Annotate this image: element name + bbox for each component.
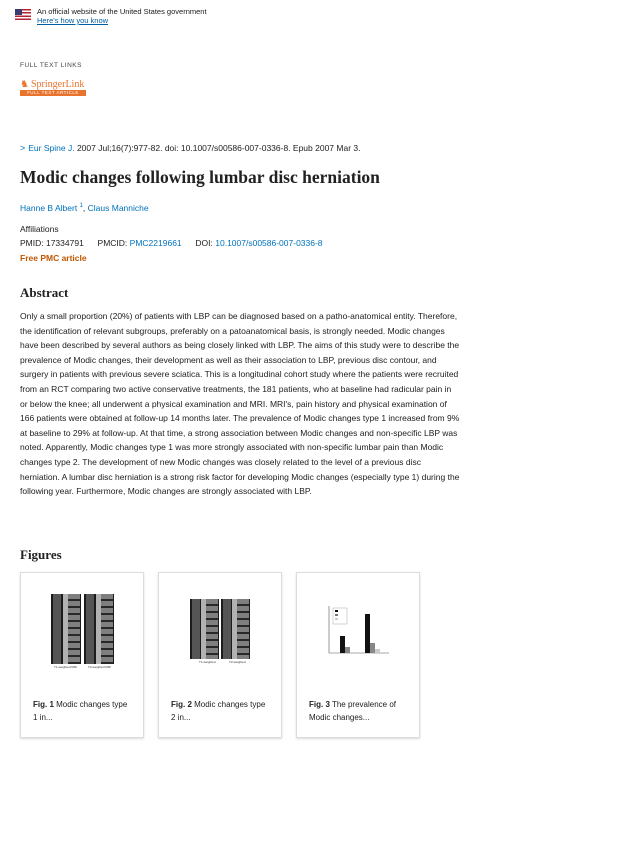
chevron-right-icon[interactable]: > xyxy=(20,143,26,153)
figure-caption xyxy=(309,698,409,724)
figure-caption xyxy=(171,698,271,724)
figure-caption-text: Modic changes type 1 in... xyxy=(33,700,128,722)
pmid: PMID: 17334791 xyxy=(20,238,84,248)
figure-card[interactable] xyxy=(20,572,144,738)
figure-caption xyxy=(33,698,133,724)
springerlink-bar: FULL TEXT ARTICLE xyxy=(20,90,86,96)
figure-thumbnail xyxy=(297,573,419,683)
citation xyxy=(20,143,360,153)
pmcid-label: PMCID: xyxy=(97,238,130,248)
gov-banner-link[interactable]: Here's how you know xyxy=(37,16,109,25)
pmcid-link[interactable]: PMC2219661 xyxy=(129,238,182,248)
bar-chart-thumbnail xyxy=(297,573,419,683)
doi-link[interactable]: 10.1007/s00586-007-0336-8 xyxy=(215,238,323,248)
citation-details: 2007 Jul;16(7):977-82. doi: 10.1007/s00586-007-0336-8. Epub 2007 Mar 3. xyxy=(74,143,361,153)
author-separator: , xyxy=(82,203,88,213)
figure-caption-text: Modic changes type 2 in... xyxy=(171,700,266,722)
us-flag-icon xyxy=(15,9,31,20)
figure-label: Fig. 3 xyxy=(309,700,330,709)
doi-label: DOI: xyxy=(195,238,216,248)
author-link[interactable]: Hanne B Albert xyxy=(20,203,78,213)
figure-thumbnail: T1-weighted MRI T2-weighted MRI xyxy=(21,573,143,683)
full-text-links-label: FULL TEXT LINKS xyxy=(20,62,82,69)
author-link[interactable]: Claus Manniche xyxy=(87,203,149,213)
gov-banner xyxy=(15,7,207,29)
springer-logo-icon: ♞ xyxy=(20,79,29,90)
abstract-text: Only a small proportion (20%) of patients with LBP can be diagnosed based on a patho-anatomical entity. Therefore, the identification of relevant subgroups, preferably on a patoanatomical basis, is strongly needed. Modic changes have been described by several authors as being closely linked with LBP. The aims of this study were to describe the prevalence of Modic changes, their development as well as their association to LBP, previous disc contour, and surgery in patients with previous severe sciatica. This is a longitudinal cohort study where the patients were recruited from an RCT comparing two active conservative treatments, the 181 patients, who at baseline had radicular pain in or below the knee; all underwent a physical examination and MRI. MRI's, pain history and physical examination of 166 patients were obtained at follow-up 14 months later. The prevalence of Modic changes type 1 increased from 9% at baseline to 29% at follow-up. At that time, a strong association between Modic changes and non-specific LBP was noted. Apparently, Modic changes type 1 was more strongly associated with non-specific lumbar pain than Modic changes type 2. The development of new Modic changes was closely related to the level of a previous disc herniation. A lumbar disc herniation is a strong risk factor for developing Modic changes (especially type 1) during the following year. Furthermore, Modic changes are strongly associated with LBP. xyxy=(20,311,460,497)
figure-label: Fig. 2 xyxy=(171,700,192,709)
figure-label: Fig. 1 xyxy=(33,700,54,709)
figure-card[interactable] xyxy=(296,572,420,738)
page-title: Modic changes following lumbar disc herniation xyxy=(20,167,380,187)
figure-card[interactable] xyxy=(158,572,282,738)
abstract-heading: Abstract xyxy=(20,285,69,300)
figure-thumbnail: T1-weighted T2-weighted xyxy=(159,573,281,683)
free-pmc-badge: Free PMC article xyxy=(20,253,87,263)
author-affiliation-sup[interactable]: 1 xyxy=(79,203,83,210)
authors-list xyxy=(20,203,149,213)
figure-caption-text: The prevalence of Modic changes... xyxy=(309,700,397,722)
springerlink-button[interactable] xyxy=(20,78,86,98)
article-identifiers xyxy=(20,238,323,248)
gov-banner-text: An official website of the United States government xyxy=(37,7,207,16)
affiliations-toggle[interactable]: Affiliations xyxy=(20,224,59,234)
figures-heading: Figures xyxy=(20,547,62,562)
springerlink-name: SpringerLink xyxy=(31,79,85,90)
journal-link[interactable]: Eur Spine J. xyxy=(28,143,75,153)
